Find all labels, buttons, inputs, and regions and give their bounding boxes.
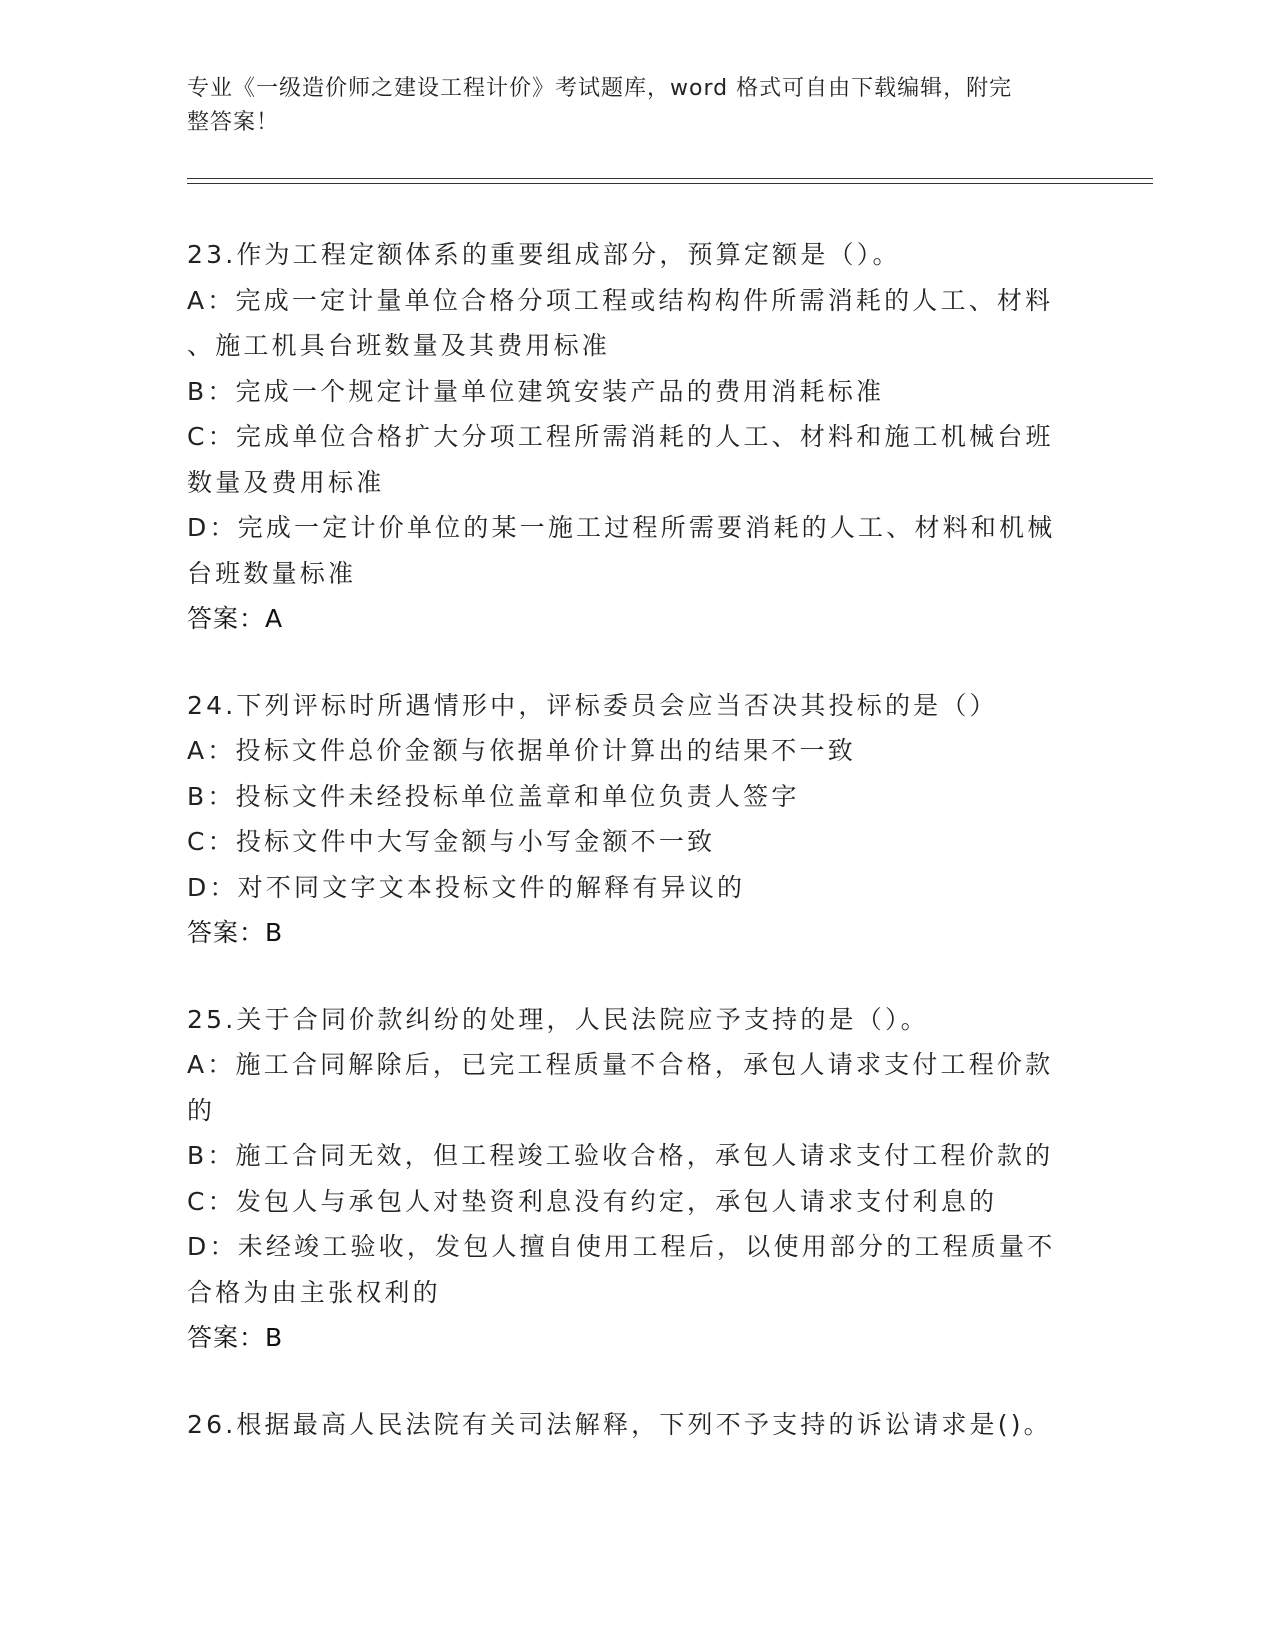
option-a: [187, 1042, 1087, 1133]
option-c: [187, 414, 1087, 505]
option-line: 数量及费用标准: [187, 467, 385, 497]
header-line-1: 专业《一级造价师之建设工程计价》考试题库，word 格式可自由下载编辑，附完: [187, 76, 1013, 101]
option-c: [187, 1179, 1087, 1225]
answer-label: 答案：A: [187, 604, 284, 633]
option-b: [187, 1133, 1087, 1179]
question-23: [187, 232, 1087, 642]
option-a: [187, 278, 1087, 369]
option-b: [187, 369, 1087, 415]
answer-label: 答案：B: [187, 1323, 284, 1352]
question-stem: 26.根据最高人民法院有关司法解释，下列不予支持的诉讼请求是()。: [187, 1409, 1052, 1439]
option-d: [187, 865, 1087, 911]
question-list: [187, 232, 1087, 1488]
option-line: 合格为由主张权利的: [187, 1277, 441, 1307]
option-line: D：完成一定计价单位的某一施工过程所需要消耗的人工、材料和机械: [187, 513, 1056, 542]
header-double-rule: [187, 178, 1153, 184]
answer-label: 答案：B: [187, 918, 284, 947]
option-d: [187, 1224, 1087, 1315]
option-line: C：投标文件中大写金额与小写金额不一致: [187, 827, 716, 856]
option-line: A：施工合同解除后，已完工程质量不合格，承包人请求支付工程价款: [187, 1050, 1054, 1079]
question-25: [187, 997, 1087, 1361]
option-b: [187, 774, 1087, 820]
option-d: [187, 505, 1087, 596]
option-line: B：投标文件未经投标单位盖章和单位负责人签字: [187, 781, 800, 811]
option-line: C：发包人与承包人对垫资利息没有约定，承包人请求支付利息的: [187, 1186, 998, 1216]
option-c: [187, 819, 1087, 865]
option-line: B：完成一个规定计量单位建筑安装产品的费用消耗标准: [187, 376, 885, 406]
option-line: 、施工机具台班数量及其费用标准: [187, 331, 611, 360]
option-line: C：完成单位合格扩大分项工程所需消耗的人工、材料和施工机械台班: [187, 422, 1054, 451]
option-a: [187, 728, 1087, 774]
header-line-2: 整答案！: [187, 110, 280, 135]
option-line: B：施工合同无效，但工程竣工验收合格，承包人请求支付工程价款的: [187, 1141, 1054, 1170]
question-24: [187, 683, 1087, 956]
option-line: A：完成一定计量单位合格分项工程或结构构件所需消耗的人工、材料: [187, 285, 1054, 315]
option-line: 台班数量标准: [187, 558, 357, 588]
option-line: 的: [187, 1095, 216, 1125]
option-line: D：对不同文字文本投标文件的解释有异议的: [187, 872, 746, 902]
question-stem: 24.下列评标时所遇情形中，评标委员会应当否决其投标的是（）: [187, 690, 998, 720]
question-stem: 23.作为工程定额体系的重要组成部分，预算定额是（）。: [187, 240, 901, 269]
document-header: [187, 72, 1067, 140]
option-line: A：投标文件总价金额与依据单价计算出的结果不一致: [187, 736, 856, 765]
option-line: D：未经竣工验收，发包人擅自使用工程后，以使用部分的工程质量不: [187, 1232, 1056, 1261]
question-26: [187, 1402, 1087, 1448]
question-stem: 25.关于合同价款纠纷的处理，人民法院应予支持的是（）。: [187, 1004, 929, 1034]
